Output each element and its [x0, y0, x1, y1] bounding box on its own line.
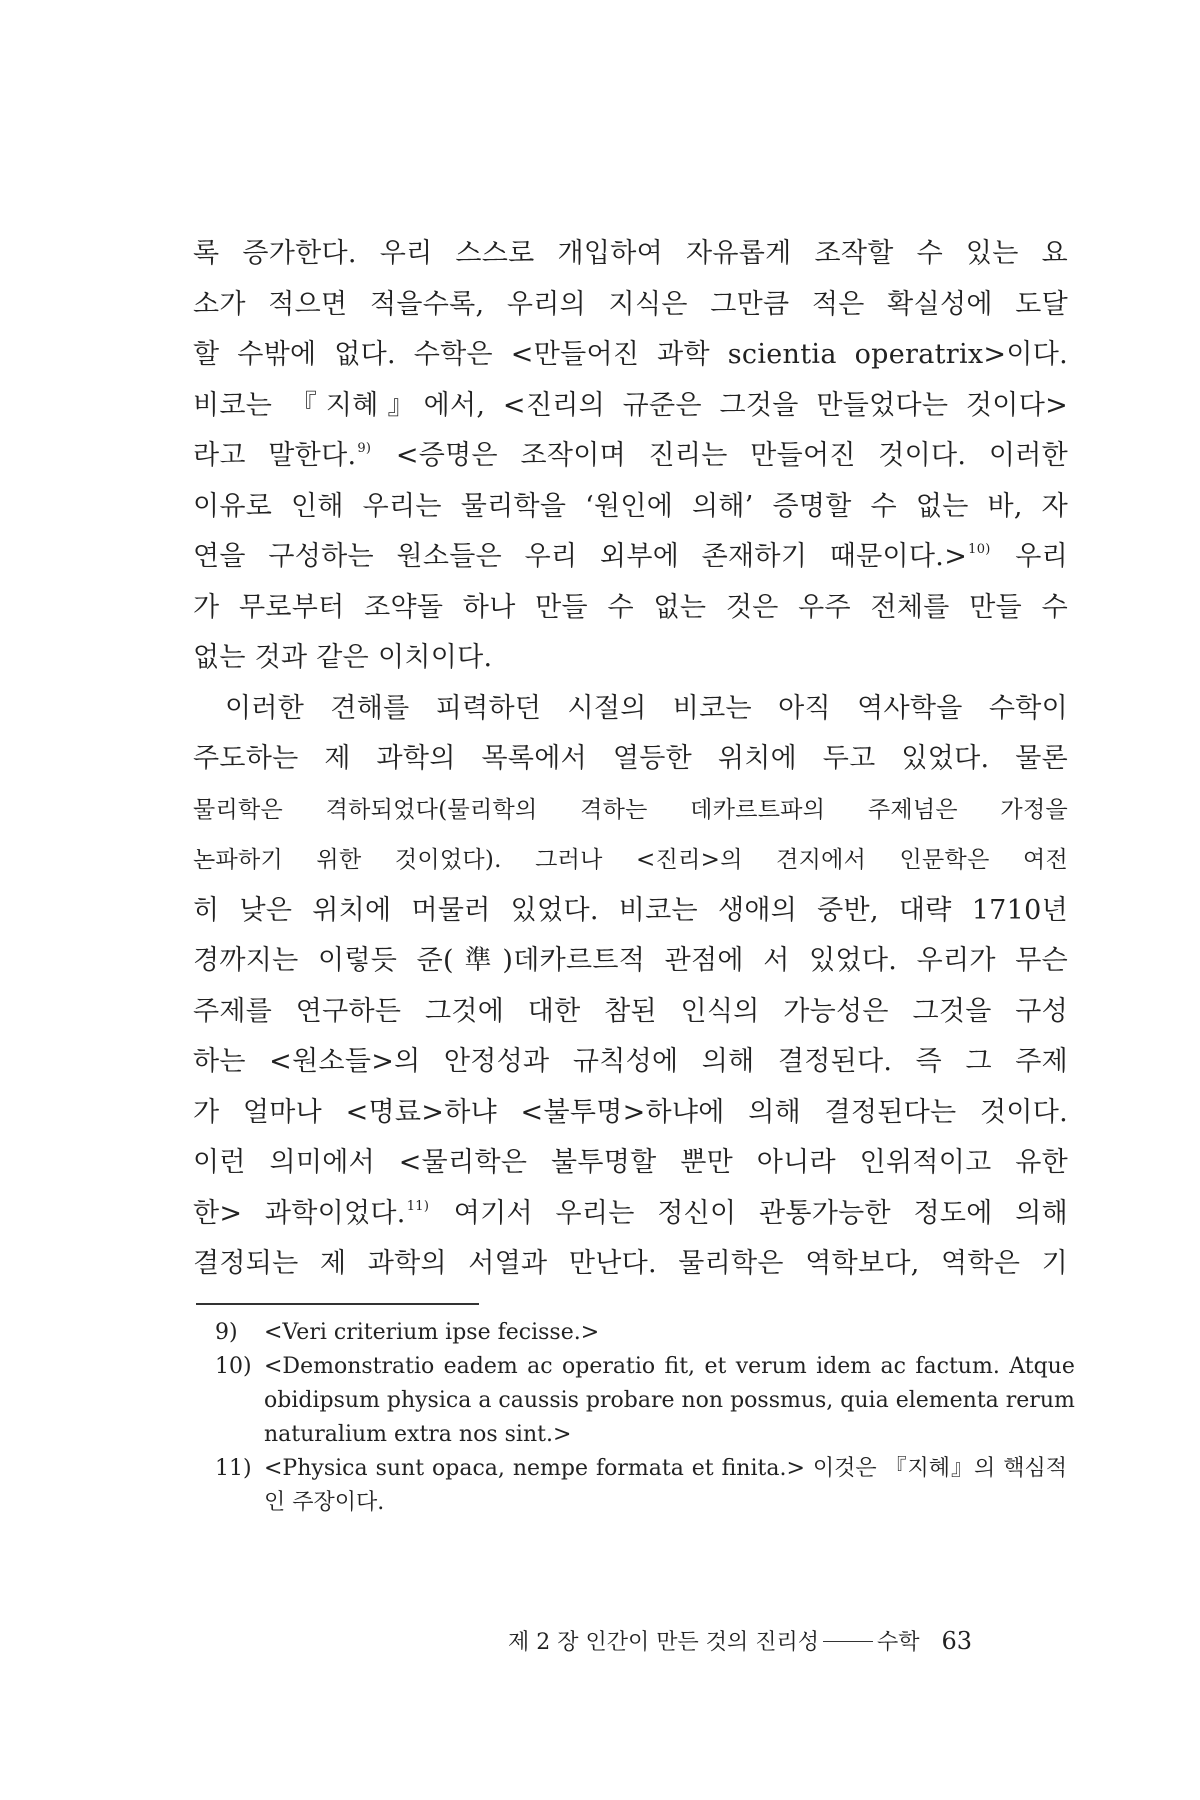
text-line: 주도하는 제 과학의 목록에서 열등한 위치에 두고 있었다. 물론 — [193, 743, 1068, 774]
text-line: 없는 것과 같은 이치이다. — [193, 642, 493, 673]
text-line: 결정되는 제 과학의 서열과 만난다. 물리학은 역학보다, 역학은 기 — [193, 1248, 1068, 1279]
text-segment: 연을 구성하는 원소들은 우리 외부에 존재하기 때문이다.> — [193, 541, 968, 572]
text-line — [193, 1189, 1068, 1240]
text-segment: <증명은 조작이며 진리는 만들어진 것이다. 이러한 — [373, 440, 1068, 471]
footnote-line: <Physica sunt opaca, nempe formata et finita.> 이것은 『지혜』의 핵심적 — [264, 1456, 1067, 1481]
footnote-number: 10) — [215, 1354, 252, 1379]
footnote-9 — [215, 1316, 1067, 1350]
text-line: 히 낮은 위치에 머물러 있었다. 비코는 생애의 중반, 대략 1710년 — [193, 894, 1068, 926]
text-line: 이유로 인해 우리는 물리학을 ‘원인에 의해’ 증명할 수 없는 바, 자 — [193, 490, 1068, 522]
chapter-title: 제 2 장 인간이 만든 것의 진리성 — [508, 1630, 819, 1655]
main-text — [193, 229, 1068, 1290]
footnote-11 — [215, 1452, 1067, 1520]
running-footer — [508, 1625, 972, 1656]
paragraph-start-line: 이러한 견해를 피력하던 시절의 비코는 아직 역사학을 수학이 — [225, 692, 1068, 724]
text-segment: 우리 — [992, 541, 1068, 572]
text-line: 이런 의미에서 <물리학은 불투명할 뿐만 아니라 인위적이고 유한 — [193, 1147, 1068, 1178]
footnote-number: 11) — [215, 1456, 252, 1481]
text-line: 소가 적으면 적을수록, 우리의 지식은 그만큼 적은 확실성에 도달 — [193, 288, 1068, 320]
text-line: 가 얼마나 <명료>하냐 <불투명>하냐에 의해 결정된다는 것이다. — [193, 1096, 1068, 1128]
footnotes — [215, 1316, 1075, 1520]
footnote-body — [264, 1350, 1075, 1452]
text-line: 비코는 『지혜』에서, <진리의 규준은 그것을 만들었다는 것이다> — [193, 389, 1068, 421]
footnote-line: 인 주장이다. — [264, 1490, 385, 1515]
text-line: 할 수밖에 없다. 수학은 <만들어진 과학 scientia operatrix>이다. — [193, 339, 1068, 370]
footnote-line: <Demonstratio eadem ac operatio fit, et verum idem ac factum. Atque — [264, 1354, 1075, 1379]
footnote-ref[interactable]: 9) — [357, 441, 372, 456]
footnote-divider — [196, 1303, 479, 1305]
footnote-ref[interactable]: 10) — [968, 542, 991, 557]
text-line: 물리학은 격하되었다(물리학의 격하는 데카르트파의 주제넘은 가정을 — [193, 796, 1068, 823]
page-number: 63 — [941, 1627, 973, 1655]
text-segment: 한> 과학이었다. — [193, 1197, 406, 1229]
text-line — [193, 532, 1068, 583]
footer-dash — [823, 1641, 873, 1642]
text-line: 논파하기 위한 것이었다). 그러나 <진리>의 견지에서 인문학은 여전 — [193, 847, 1068, 873]
text-line: 록 증가한다. 우리 스스로 개입하여 자유롭게 조작할 수 있는 요 — [193, 238, 1068, 269]
footnote-ref[interactable]: 11) — [406, 1198, 430, 1214]
footnote-number: 9) — [215, 1320, 238, 1345]
footnote-10 — [215, 1350, 1075, 1452]
text-line: 가 무로부터 조약돌 하나 만들 수 없는 것은 우주 전체를 만들 수 — [193, 591, 1068, 623]
text-line: 경까지는 이렇듯 준(準)데카르트적 관점에 서 있었다. 우리가 무슨 — [193, 945, 1068, 976]
footnote-body — [264, 1452, 1067, 1520]
text-line — [193, 431, 1068, 482]
footnote-body — [264, 1316, 1067, 1350]
text-segment: 라고 말한다. — [193, 440, 357, 471]
footnote-line: <Veri criterium ipse fecisse.> — [264, 1320, 600, 1345]
text-line: 하는 <원소들>의 안정성과 규칙성에 의해 결정된다. 즉 그 주제 — [193, 1046, 1068, 1077]
text-segment: 여기서 우리는 정신이 관통가능한 정도에 의해 — [431, 1197, 1068, 1229]
footnote-line: obidipsum physica a caussis probare non possmus, quia elementa rerum — [264, 1388, 1075, 1413]
section-title: 수학 — [876, 1630, 920, 1655]
text-line: 주제를 연구하든 그것에 대한 참된 인식의 가능성은 그것을 구성 — [193, 995, 1068, 1027]
footnote-line: naturalium extra nos sint.> — [264, 1422, 572, 1447]
